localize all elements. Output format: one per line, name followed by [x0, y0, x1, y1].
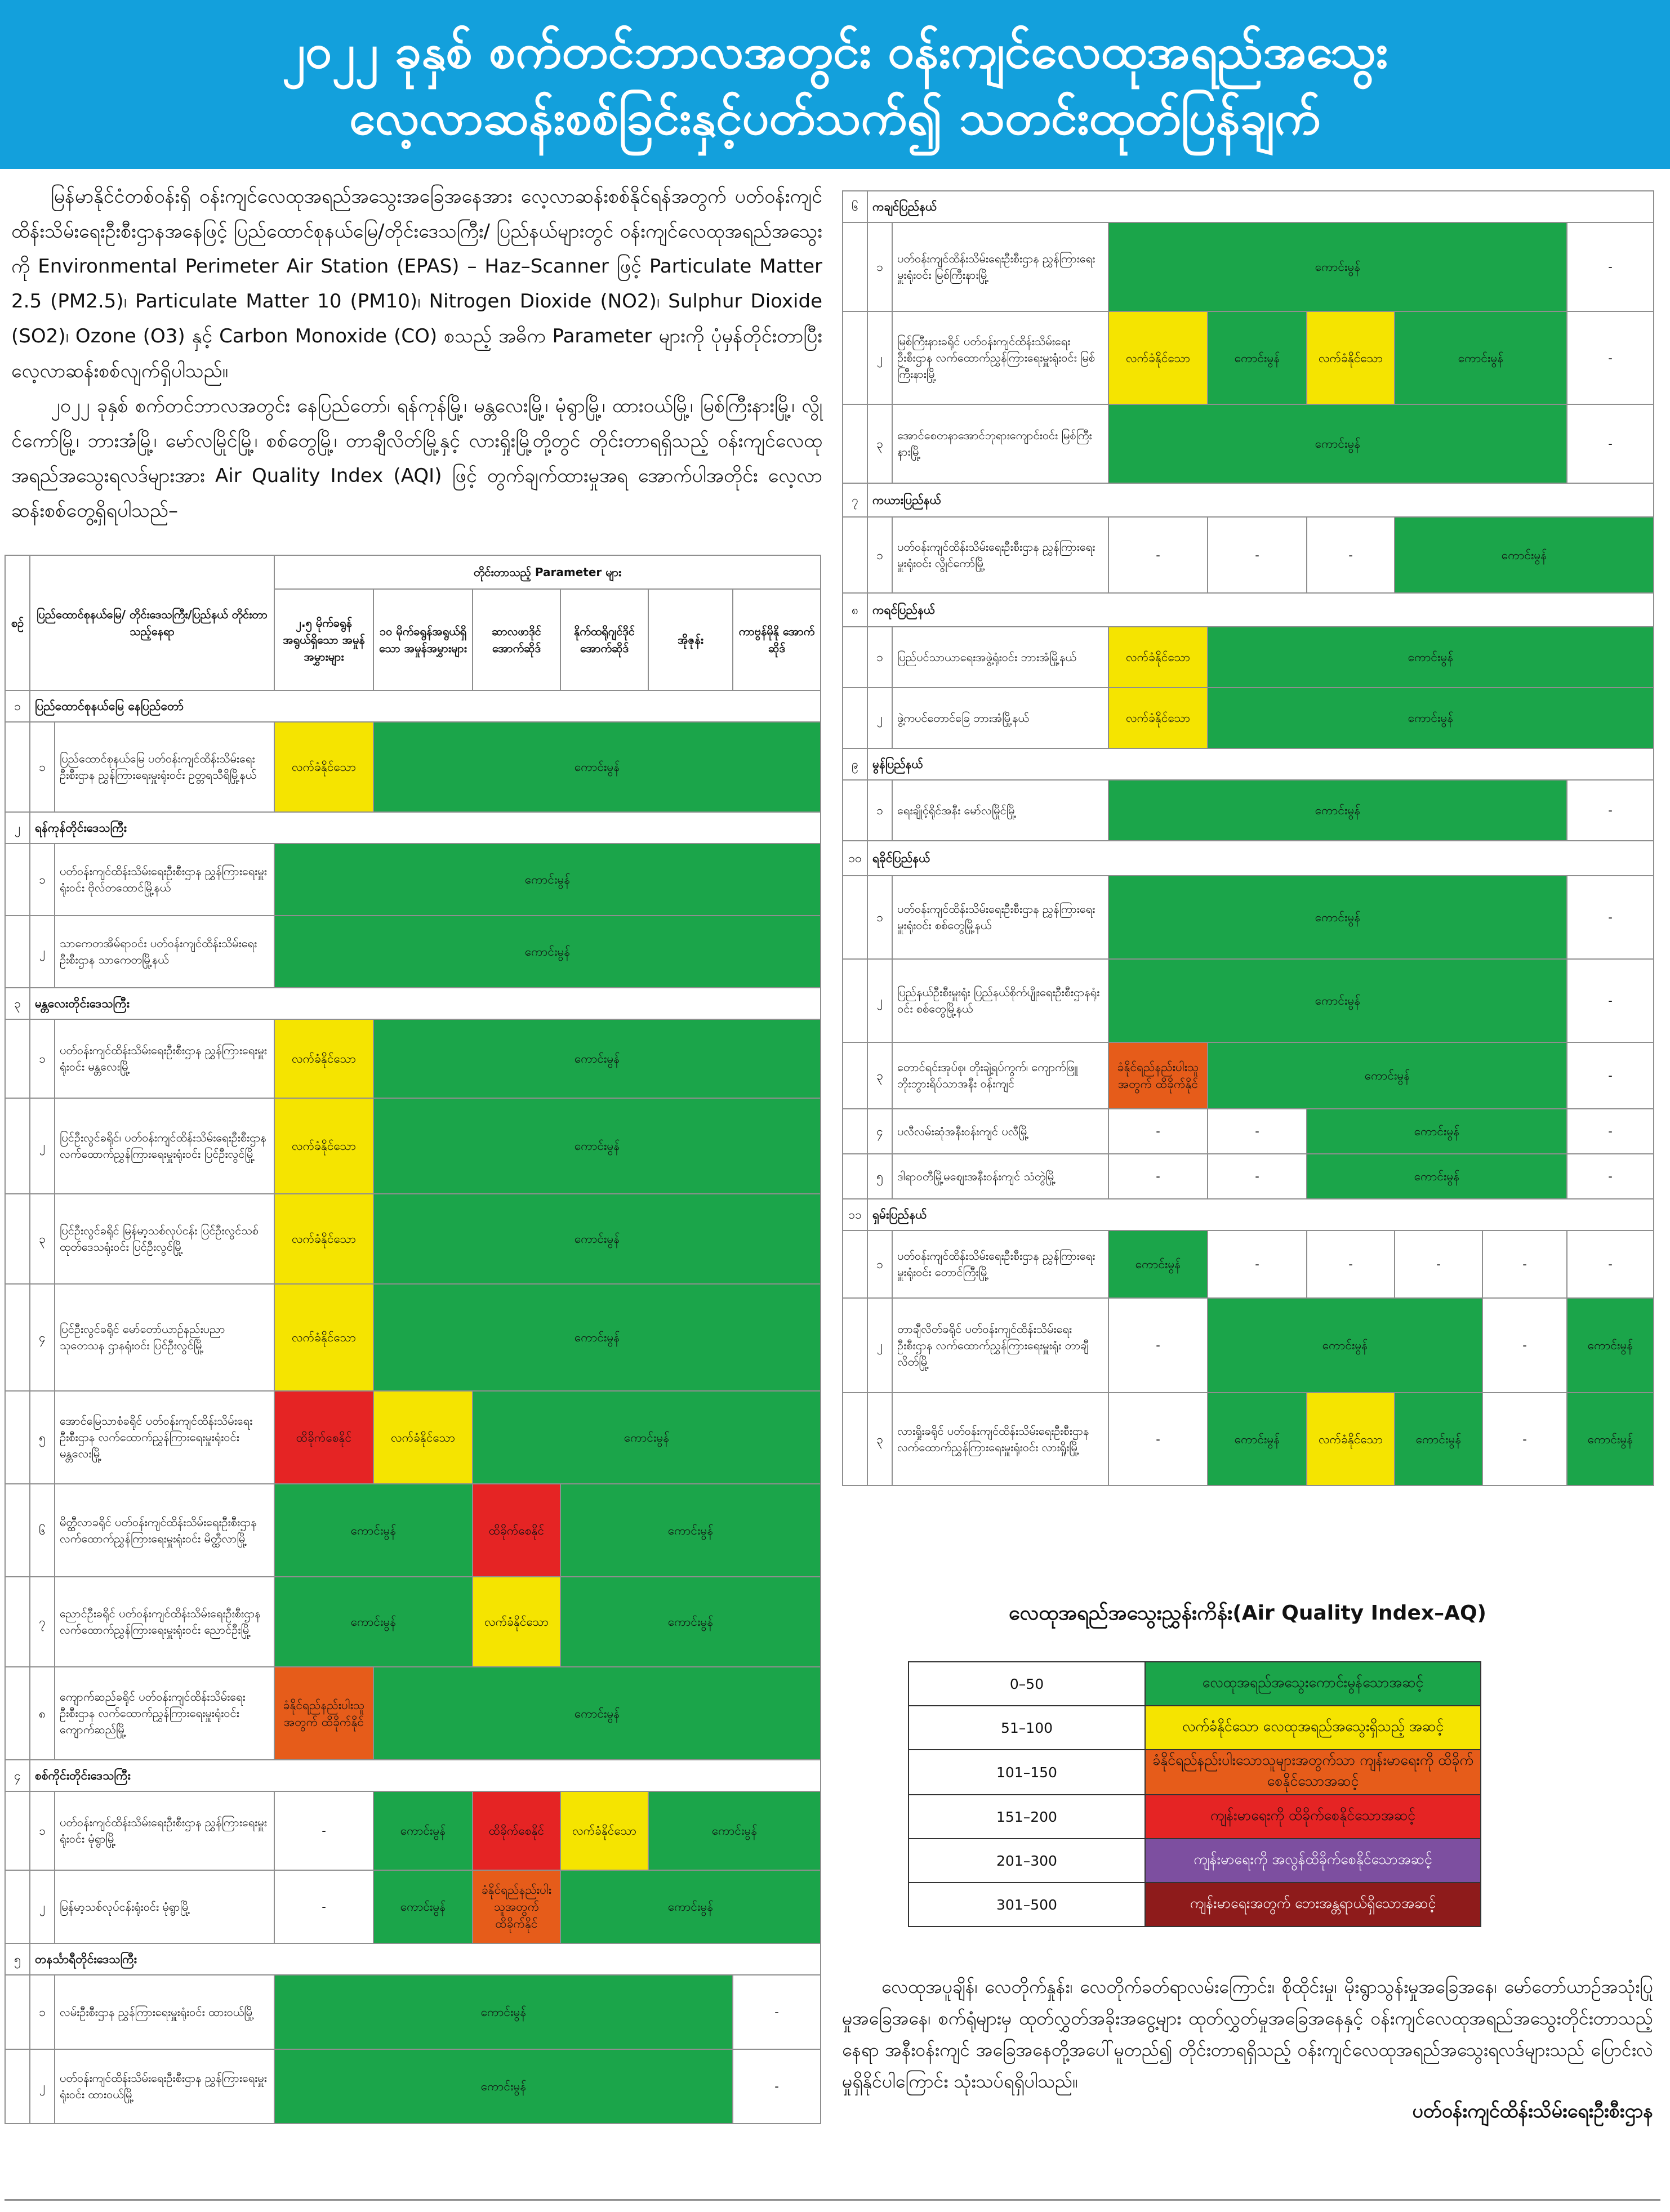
- region-row: [5, 812, 821, 844]
- aqi-cell: လက်ခံနိုင်သော: [1307, 311, 1395, 404]
- aqi-cell: ကောင်းမွန်: [1108, 404, 1567, 483]
- table-row: [5, 1391, 821, 1484]
- station-location: ပြင်ဦးလွင်ခရိုင် မော်တော်ယာဉ်နည်းပညာသုတေသန ဌာနရုံးဝင်း ပြင်ဦးလွင်မြို့: [55, 1284, 274, 1391]
- aqi-cell: -: [1108, 1109, 1208, 1154]
- row-number: ၃: [30, 1194, 55, 1284]
- row-number: ၁: [30, 722, 55, 812]
- region-row: [5, 1943, 821, 1975]
- intro-paragraph-1: မြန်မာနိုင်ငံတစ်ဝန်းရှိ ဝန်းကျင်လေထုအရည်အသွေးအခြေအနေအား လေ့လာဆန်းစစ်နိုင်ရန်အတွက် ပတ်ဝန်းကျင်ထိန်းသိမ်းရေးဦးစီးဌာနအနေဖြင့် ပြည်ထောင်စုနယ်မြေ/တိုင်းဒေသကြီး/ ပြည်နယ်များတွင် ဝန်းကျင်လေထုအရည်အသွေးကို Environmental Perimeter Air Station (EPAS) – Haz–Scanner ဖြင့် Particulate Matter 2.5 (PM2.5)၊ Particulate Matter 10 (PM10)၊ Nitrogen Dioxide (NO2)၊ Sulphur Dioxide (SO2)၊ Ozone (O3) နှင့် Carbon Monoxide (CO) စသည့် အဓိက Parameter များကို ပုံမှန်တိုင်းတာပြီး လေ့လာဆန်းစစ်လျက်ရှိပါသည်။: [11, 185, 822, 382]
- aqi-cell: ကောင်းမွန်: [373, 1019, 821, 1098]
- aqi-cell: ကောင်းမွန်: [1108, 780, 1567, 841]
- aqi-cell: ကောင်းမွန်: [274, 1975, 733, 2049]
- region-name: စစ်ကိုင်းတိုင်းဒေသကြီး: [30, 1760, 821, 1791]
- legend-row: [909, 1883, 1481, 1926]
- table-row: [843, 517, 1654, 593]
- row-number: ၄: [30, 1284, 55, 1391]
- aqi-cell: -: [1307, 517, 1395, 593]
- header-parameters: တိုင်းတာသည့် Parameter များ: [274, 555, 821, 589]
- station-location: ပြင်ဦးလွင်ခရိုင်၊ ပတ်ဝန်းကျင်ထိန်းသိမ်းရေးဦးစီးဌာန လက်ထောက်ညွှန်ကြားရေးမှူးရုံးဝင်း ပြင်ဦးလွင်မြို့: [55, 1098, 274, 1194]
- row-number: ၁: [867, 1230, 892, 1298]
- aqi-cell: ကောင်းမွန်: [1567, 1393, 1654, 1486]
- region-row: [843, 1199, 1654, 1230]
- header-o3: အိုဇုန်း: [648, 589, 733, 690]
- table-row: [5, 844, 821, 916]
- aqi-cell: -: [1567, 1154, 1654, 1199]
- aqi-cell: လက်ခံနိုင်သော: [274, 1019, 373, 1098]
- header-serial: စဉ်: [5, 555, 30, 690]
- title-line-2: လေ့လာဆန်းစစ်ခြင်းနှင့်ပတ်သက်၍ သတင်းထုတ်ပြန်ချက်: [349, 90, 1321, 145]
- aqi-cell: ကောင်းမွန်: [1395, 517, 1654, 593]
- table-row: [843, 780, 1654, 841]
- row-number: ၁: [867, 876, 892, 959]
- header-location: ပြည်ထောင်စုနယ်မြေ/ တိုင်းဒေသကြီး/ပြည်နယ် တိုင်းတာသည့်နေရာ: [30, 555, 274, 690]
- table-row: [843, 1298, 1654, 1393]
- aqi-cell: လက်ခံနိုင်သော: [473, 1577, 560, 1667]
- row-number: ၅: [30, 1391, 55, 1484]
- aqi-cell: -: [1208, 1109, 1307, 1154]
- aqi-cell: လက်ခံနိုင်သော: [274, 1284, 373, 1391]
- station-location: ပတ်ဝန်းကျင်ထိန်းသိမ်းရေးဦးစီးဌာန ညွှန်ကြားရေးမှူးရုံးဝင်း မုံရွာမြို့: [55, 1791, 274, 1870]
- table-row: [5, 1667, 821, 1760]
- aqi-cell: လက်ခံနိုင်သော: [274, 722, 373, 812]
- aqi-cell: -: [1395, 1230, 1482, 1298]
- aqi-cell: ခံနိုင်ရည်နည်းပါးသူအတွက် ထိခိုက်နိုင်: [1108, 1042, 1208, 1109]
- aqi-cell: ကောင်းမွန်: [560, 1870, 821, 1943]
- station-location: အောင်စေတနာအောင်ဘုရားကျောင်းဝင်း မြစ်ကြီးနားမြို့: [892, 404, 1108, 483]
- row-number: ၆: [30, 1484, 55, 1577]
- legend-title: လေထုအရည်အသွေးညွှန်းကိန်း(Air Quality Index–AQ): [1008, 1602, 1487, 1625]
- aqi-cell: -: [1567, 780, 1654, 841]
- aqi-legend: [908, 1661, 1481, 1927]
- row-number: ၁: [30, 1791, 55, 1870]
- aqi-cell: လက်ခံနိုင်သော: [1108, 311, 1208, 404]
- aqi-cell: ကောင်းမွန်: [373, 1870, 473, 1943]
- table-row: [843, 222, 1654, 311]
- legend-row: [909, 1750, 1481, 1795]
- row-number: ၁: [867, 517, 892, 593]
- aqi-cell: ကောင်းမွန်: [1108, 222, 1567, 311]
- station-location: ပြင်ဦးလွင်ခရိုင် မြန်မာ့သစ်လုပ်ငန်း ပြင်ဦးလွင်သစ်ထုတ်ဒေသရုံးဝင်း ပြင်ဦးလွင်မြို့: [55, 1194, 274, 1284]
- station-location: ညောင်ဦးခရိုင် ပတ်ဝန်းကျင်ထိန်းသိမ်းရေးဦးစီးဌာန လက်ထောက်ညွှန်ကြားရေးမှူးရုံးဝင်း ညောင်ဦးမြို့: [55, 1577, 274, 1667]
- aqi-cell: ကောင်းမွန်: [1395, 1393, 1482, 1486]
- row-number: ၂: [867, 959, 892, 1042]
- legend-range: 51–100: [909, 1706, 1145, 1750]
- aqi-cell: -: [1108, 517, 1208, 593]
- aqi-cell: လက်ခံနိုင်သော: [560, 1791, 648, 1870]
- aqi-cell: -: [1567, 876, 1654, 959]
- aqi-cell: ကောင်းမွန်: [373, 1194, 821, 1284]
- row-number: ၇: [30, 1577, 55, 1667]
- legend-label: ကျန်းမာရေးကို ထိခိုက်စေနိုင်သောအဆင့်: [1145, 1795, 1481, 1839]
- region-name: ကချင်ပြည်နယ်: [867, 191, 1654, 222]
- station-location: တာချီလိတ်ခရိုင် ပတ်ဝန်းကျင်ထိန်းသိမ်းရေးဦးစီးဌာန လက်ထောက်ညွှန်ကြားရေးမှူးရုံး တာချီလိတ်မြို့: [892, 1298, 1108, 1393]
- station-location: ဒါရာဝတီမြို့မစျေးအနီးဝန်းကျင် သံတွဲမြို့: [892, 1154, 1108, 1199]
- aqi-cell: ကောင်းမွန်: [473, 1391, 821, 1484]
- aqi-cell: ထိခိုက်စေနိုင်: [473, 1484, 560, 1577]
- aqi-cell: -: [1567, 311, 1654, 404]
- row-number: ၂: [867, 311, 892, 404]
- region-name: မန္တလေးတိုင်းဒေသကြီး: [30, 988, 821, 1019]
- row-number: ၈: [30, 1667, 55, 1760]
- table-row: [5, 2049, 821, 2124]
- region-number: ၂: [5, 812, 30, 844]
- row-number: ၁: [30, 1019, 55, 1098]
- aqi-cell: -: [274, 1791, 373, 1870]
- aqi-cell: ကောင်းမွန်: [1395, 311, 1567, 404]
- aqi-table-left: [5, 555, 821, 2124]
- aqi-cell: ကောင်းမွန်: [1208, 1042, 1567, 1109]
- title-banner: [0, 0, 1670, 169]
- table-row: [843, 311, 1654, 404]
- aqi-cell: -: [1208, 1230, 1307, 1298]
- region-number: ၇: [843, 483, 867, 517]
- row-number: ၂: [30, 1098, 55, 1194]
- legend-label: လက်ခံနိုင်သော လေထုအရည်အသွေးရှိသည့် အဆင့်: [1145, 1706, 1481, 1750]
- region-row: [5, 1760, 821, 1791]
- station-location: မြန်မာ့သစ်လုပ်ငန်းရုံးဝင်း မုံရွာမြို့: [55, 1870, 274, 1943]
- station-location: ပတ်ဝန်းကျင်ထိန်းသိမ်းရေးဦးစီးဌာန ညွှန်ကြားရေးမှူးရုံးဝင်း တောင်ကြီးမြို့: [892, 1230, 1108, 1298]
- table-row: [843, 627, 1654, 688]
- station-location: ပတ်ဝန်းကျင်ထိန်းသိမ်းရေးဦးစီးဌာန ညွှန်ကြားရေးမှူးရုံးဝင်း မြစ်ကြီးနားမြို့: [892, 222, 1108, 311]
- legend-range: 151–200: [909, 1795, 1145, 1839]
- table-row: [843, 876, 1654, 959]
- aqi-cell: ထိခိုက်စေနိုင်: [473, 1791, 560, 1870]
- table-row: [5, 1577, 821, 1667]
- station-location: သာကေတအိမ်ရာဝင်း ပတ်ဝန်းကျင်ထိန်းသိမ်းရေးဦးစီးဌာန သာကေတမြို့နယ်: [55, 916, 274, 988]
- row-number: ၂: [867, 688, 892, 748]
- station-location: ဖွဲ့ကပင်တောင်ခြေ ဘားအံမြို့နယ်: [892, 688, 1108, 748]
- aqi-cell: -: [1108, 1298, 1208, 1393]
- region-row: [843, 191, 1654, 222]
- header-co: ကာဗွန်မိုနို အောက်ဆိုဒ်: [733, 589, 821, 690]
- header-pm10: ၁၀ မိုက်ခရွန်အရွယ်ရှိသော အမှုန်အမွှားများ: [373, 589, 473, 690]
- station-location: ပြည်နယ်ဦးစီးမှူးရုံး ပြည်နယ်စိုက်ပျိုးရေးဦးစီးဌာနရုံးဝင်း စစ်တွေမြို့နယ်: [892, 959, 1108, 1042]
- region-number: ၆: [843, 191, 867, 222]
- legend-label: လေထုအရည်အသွေးကောင်းမွန်သောအဆင့်: [1145, 1662, 1481, 1706]
- aqi-cell: -: [1567, 1230, 1654, 1298]
- table-row: [843, 1154, 1654, 1199]
- aqi-cell: ကောင်းမွန်: [1567, 1298, 1654, 1393]
- region-number: ၃: [5, 988, 30, 1019]
- aqi-cell: -: [1307, 1230, 1395, 1298]
- station-location: ပတ်ဝန်းကျင်ထိန်းသိမ်းရေးဦးစီးဌာန ညွှန်ကြားရေးမှူးရုံးဝင်း စစ်တွေမြို့နယ်: [892, 876, 1108, 959]
- aqi-cell: ကောင်းမွန်: [274, 844, 821, 916]
- aqi-cell: -: [1108, 1154, 1208, 1199]
- region-name: ပြည်ထောင်စုနယ်မြေ နေပြည်တော်: [30, 690, 821, 722]
- legend-range: 301–500: [909, 1883, 1145, 1926]
- aqi-cell: ကောင်းမွန်: [1108, 1230, 1208, 1298]
- table-row: [5, 722, 821, 812]
- aqi-cell: ကောင်းမွန်: [1208, 1298, 1482, 1393]
- region-number: ၉: [843, 748, 867, 780]
- aqi-cell: -: [1208, 1154, 1307, 1199]
- divider: [5, 2199, 1660, 2201]
- aqi-cell: -: [1208, 517, 1307, 593]
- station-location: ပြည်ပင်သာယာရေးအဖွဲ့ရုံးဝင်း ဘားအံမြို့နယ်: [892, 627, 1108, 688]
- station-location: တောင်ရင်းအုပ်စု၊ တိုးချဲ့ရပ်ကွက်၊ ကျောက်ဖြူဘိုးဘွားရိပ်သာအနီး ဝန်းကျင်: [892, 1042, 1108, 1109]
- legend-row: [909, 1706, 1481, 1750]
- aqi-cell: လက်ခံနိုင်သော: [274, 1098, 373, 1194]
- aqi-cell: လက်ခံနိုင်သော: [1307, 1393, 1395, 1486]
- aqi-cell: -: [274, 1870, 373, 1943]
- table-row: [843, 1230, 1654, 1298]
- station-location: ကျောက်ဆည်ခရိုင် ပတ်ဝန်းကျင်ထိန်းသိမ်းရေးဦးစီးဌာန လက်ထောက်ညွှန်ကြားရေးမှူးရုံးဝင်း ကျောက်ဆည်မြို့: [55, 1667, 274, 1760]
- aqi-cell: ကောင်းမွန်: [373, 1791, 473, 1870]
- intro-paragraph-2: ၂၀၂၂ ခုနှစ် စက်တင်ဘာလအတွင်း နေပြည်တော်၊ ရန်ကုန်မြို့၊ မန္တလေးမြို့၊ မုံရွာမြို့၊ ထားဝယ်မြို့၊ မြစ်ကြီးနားမြို့၊ လွိုင်ကော်မြို့၊ ဘားအံမြို့၊ မော်လမြိုင်မြို့၊ စစ်တွေမြို့၊ တာချီလိတ်မြို့နှင့် လားရှိုးမြို့တို့တွင် တိုင်းတာရရှိသည့် ဝန်းကျင်လေထုအရည်အသွေးရလဒ်များအား Air Quality Index (AQI) ဖြင့် တွက်ချက်ထားမှုအရ အောက်ပါအတိုင်း လေ့လာဆန်းစစ်တွေ့ရှိရပါသည်–: [11, 395, 822, 522]
- aqi-cell: ကောင်းမွန်: [1108, 959, 1567, 1042]
- aqi-cell: ကောင်းမွန်: [1208, 627, 1654, 688]
- aqi-cell: -: [1567, 1042, 1654, 1109]
- row-number: ၂: [30, 1870, 55, 1943]
- aqi-cell: ကောင်းမွန်: [1307, 1154, 1567, 1199]
- table-row: [5, 1284, 821, 1391]
- row-number: ၂: [867, 1298, 892, 1393]
- aqi-cell: -: [1567, 959, 1654, 1042]
- legend-range: 0–50: [909, 1662, 1145, 1706]
- row-number: ၃: [867, 404, 892, 483]
- aqi-cell: -: [1108, 1393, 1208, 1486]
- aqi-cell: ကောင်းမွန်: [1208, 688, 1654, 748]
- aqi-cell: -: [1482, 1298, 1567, 1393]
- table-row: [5, 1791, 821, 1870]
- legend-row: [909, 1795, 1481, 1839]
- station-location: လမ်းဦးစီးဌာန ညွှန်ကြားရေးမှူးရုံးဝင်း ထားဝယ်မြို့: [55, 1975, 274, 2049]
- table-row: [843, 959, 1654, 1042]
- region-row: [843, 593, 1654, 627]
- legend-range: 201–300: [909, 1839, 1145, 1883]
- table-row: [843, 1393, 1654, 1486]
- row-number: ၁: [30, 844, 55, 916]
- aqi-cell: ကောင်းမွန်: [1208, 1393, 1307, 1486]
- row-number: ၃: [867, 1042, 892, 1109]
- station-location: မြစ်ကြီးနားခရိုင် ပတ်ဝန်းကျင်ထိန်းသိမ်းရေးဦးစီးဌာန လက်ထောက်ညွှန်ကြားရေးမှူးရုံးဝင်း မြစ်ကြီးနားမြို့: [892, 311, 1108, 404]
- aqi-cell: ကောင်းမွန်: [648, 1791, 821, 1870]
- station-location: ပတ်ဝန်းကျင်ထိန်းသိမ်းရေးဦးစီးဌာန ညွှန်ကြားရေးမှူးရုံးဝင်း မန္တလေးမြို့: [55, 1019, 274, 1098]
- aqi-cell: ကောင်းမွန်: [373, 1284, 821, 1391]
- aqi-cell: -: [733, 2049, 821, 2124]
- legend-label: ကျန်းမာရေးကို အလွန်ထိခိုက်စေနိုင်သောအဆင့်: [1145, 1839, 1481, 1883]
- region-row: [843, 841, 1654, 876]
- row-number: ၁: [867, 780, 892, 841]
- station-location: ပတ်ဝန်းကျင်ထိန်းသိမ်းရေးဦးစီးဌာန ညွှန်ကြားရေးမှူးရုံးဝင်း ထားဝယ်မြို့: [55, 2049, 274, 2124]
- aqi-cell: ခံနိုင်ရည်နည်းပါးသူအတွက် ထိခိုက်နိုင်: [274, 1667, 373, 1760]
- table-row: [5, 1870, 821, 1943]
- region-row: [5, 988, 821, 1019]
- station-location: ပလီလမ်းဆုံအနီးဝန်းကျင် ပလီမြို့: [892, 1109, 1108, 1154]
- row-number: ၁: [30, 1975, 55, 2049]
- aqi-cell: -: [1567, 222, 1654, 311]
- row-number: ၁: [867, 627, 892, 688]
- region-number: ၁၀: [843, 841, 867, 876]
- region-number: ၈: [843, 593, 867, 627]
- row-number: ၃: [867, 1393, 892, 1486]
- footer-paragraph: လေထုအပူချိန်၊ လေတိုက်နှုန်း၊ လေတိုက်ခတ်ရာလမ်းကြောင်း၊ စိုထိုင်းမှု၊ မိုးရွာသွန်းမှုအခြေအနေ၊ မော်တော်ယာဉ်အသုံးပြုမှုအခြေအနေ၊ စက်ရုံများမှ ထုတ်လွှတ်အခိုးအငွေ့များ ထုတ်လွှတ်မှုအခြေအနေနှင့် ဝန်းကျင်လေထုအရည်အသွေးတိုင်းတာသည့်နေရာ အနီးဝန်းကျင် အခြေအနေတို့အပေါ်မူတည်၍ တိုင်းတာရရှိသည့် ဝန်းကျင်လေထုအရည်အသွေးရလဒ်များသည် ပြောင်းလဲမှုရှိနိုင်ပါကြောင်း သုံးသပ်ရရှိပါသည်။: [842, 1976, 1653, 2092]
- station-location: ပတ်ဝန်းကျင်ထိန်းသိမ်းရေးဦးစီးဌာန ညွှန်ကြားရေးမှူးရုံးဝင်း လွိုင်ကော်မြို့: [892, 517, 1108, 593]
- legend-row: [909, 1662, 1481, 1706]
- issuing-department: ပတ်ဝန်းကျင်ထိန်းသိမ်းရေးဦးစီးဌာန: [1412, 2100, 1653, 2122]
- table-row: [843, 688, 1654, 748]
- station-location: ပြည်ထောင်စုနယ်မြေ ပတ်ဝန်းကျင်ထိန်းသိမ်းရေးဦးစီးဌာန ညွှန်ကြားရေးမှူးရုံးဝင်း ဥတ္တရသီရိမြို့နယ်: [55, 722, 274, 812]
- header-no2: နိုက်ထရိုဂျင်ဒိုင် အောက်ဆိုဒ်: [560, 589, 648, 690]
- legend-range: 101–150: [909, 1750, 1145, 1795]
- title-line-1: ၂၀၂၂ ခုနှစ် စက်တင်ဘာလအတွင်း ဝန်းကျင်လေထုအရည်အသွေး: [282, 24, 1388, 79]
- intro-text: [11, 179, 822, 528]
- region-number: ၄: [5, 1760, 30, 1791]
- region-name: ရန်ကုန်တိုင်းဒေသကြီး: [30, 812, 821, 844]
- aqi-cell: လက်ခံနိုင်သော: [1108, 627, 1208, 688]
- aqi-cell: ကောင်းမွန်: [274, 1577, 473, 1667]
- aqi-cell: ကောင်းမွန်: [373, 1667, 821, 1760]
- region-name: ကရင်ပြည်နယ်: [867, 593, 1654, 627]
- aqi-cell: လက်ခံနိုင်သော: [1108, 688, 1208, 748]
- region-row: [843, 483, 1654, 517]
- region-name: မွန်ပြည်နယ်: [867, 748, 1654, 780]
- table-row: [5, 1098, 821, 1194]
- table-row: [843, 1109, 1654, 1154]
- aqi-table-right: [842, 190, 1654, 1486]
- aqi-cell: ကောင်းမွန်: [274, 916, 821, 988]
- aqi-cell: ကောင်းမွန်: [1307, 1109, 1567, 1154]
- station-location: ရေးချိုင့်ရိုင်အနီး မော်လမြိုင်မြို့: [892, 780, 1108, 841]
- station-location: ပတ်ဝန်းကျင်ထိန်းသိမ်းရေးဦးစီးဌာန ညွှန်ကြားရေးမှူးရုံးဝင်း ဗိုလ်တထောင်မြို့နယ်: [55, 844, 274, 916]
- region-name: ရခိုင်ပြည်နယ်: [867, 841, 1654, 876]
- region-row: [5, 690, 821, 722]
- aqi-cell: ကောင်းမွန်: [560, 1577, 821, 1667]
- station-location: လားရှိုးခရိုင် ပတ်ဝန်းကျင်ထိန်းသိမ်းရေးဦးစီးဌာန လက်ထောက်ညွှန်ကြားရေးမှူးရုံးဝင်း လားရှိုးမြို့: [892, 1393, 1108, 1486]
- table-row: [5, 1484, 821, 1577]
- aqi-cell: -: [1567, 1109, 1654, 1154]
- row-number: ၂: [30, 2049, 55, 2124]
- station-location: အောင်မြေသာစံခရိုင် ပတ်ဝန်းကျင်ထိန်းသိမ်းရေးဦးစီးဌာန လက်ထောက်ညွှန်ကြားရေးမှူးရုံးဝင်း မန္တလေးမြို့: [55, 1391, 274, 1484]
- region-number: ၁: [5, 690, 30, 722]
- aqi-cell: လက်ခံနိုင်သော: [373, 1391, 473, 1484]
- region-number: ၁၁: [843, 1199, 867, 1230]
- row-number: ၄: [867, 1109, 892, 1154]
- aqi-cell: ခံနိုင်ရည်နည်းပါးသူအတွက် ထိခိုက်နိုင်: [473, 1870, 560, 1943]
- row-number: ၂: [30, 916, 55, 988]
- region-name: ရှမ်းပြည်နယ်: [867, 1199, 1654, 1230]
- aqi-cell: ကောင်းမွန်: [560, 1484, 821, 1577]
- header-so2: ဆာလဖာဒိုင် အောက်ဆိုဒ်: [473, 589, 560, 690]
- footer-note: [842, 1971, 1653, 2097]
- table-row: [843, 404, 1654, 483]
- region-row: [843, 748, 1654, 780]
- region-name: တနင်္သာရီတိုင်းဒေသကြီး: [30, 1943, 821, 1975]
- row-number: ၁: [867, 222, 892, 311]
- station-location: မိတ္ထီလာခရိုင် ပတ်ဝန်းကျင်ထိန်းသိမ်းရေးဦးစီးဌာန လက်ထောက်ညွှန်ကြားရေးမှူးရုံးဝင်း မိတ္ထီလာမြို့: [55, 1484, 274, 1577]
- aqi-cell: -: [1567, 404, 1654, 483]
- region-name: ကယားပြည်နယ်: [867, 483, 1654, 517]
- legend-row: [909, 1839, 1481, 1883]
- aqi-cell: လက်ခံနိုင်သော: [274, 1194, 373, 1284]
- table-row: [5, 1975, 821, 2049]
- aqi-cell: -: [733, 1975, 821, 2049]
- row-number: ၅: [867, 1154, 892, 1199]
- aqi-cell: ကောင်းမွန်: [274, 2049, 733, 2124]
- region-number: ၅: [5, 1943, 30, 1975]
- aqi-cell: -: [1482, 1393, 1567, 1486]
- aqi-cell: ကောင်းမွန်: [373, 1098, 821, 1194]
- aqi-cell: ကောင်းမွန်: [1108, 876, 1567, 959]
- table-row: [843, 1042, 1654, 1109]
- table-row: [5, 1194, 821, 1284]
- legend-label: ခံနိုင်ရည်နည်းပါးသောသူများအတွက်သာ ကျန်းမာရေးကို ထိခိုက်စေနိုင်သောအဆင့်: [1145, 1750, 1481, 1795]
- table-row: [5, 916, 821, 988]
- aqi-cell: ကောင်းမွန်: [274, 1484, 473, 1577]
- legend-label: ကျန်းမာရေးအတွက် ဘေးအန္တရာယ်ရှိသောအဆင့်: [1145, 1883, 1481, 1926]
- aqi-cell: ထိခိုက်စေနိုင်: [274, 1391, 373, 1484]
- header-pm25: ၂.၅ မိုက်ခရွန်အရွယ်ရှိသော အမှုန်အမွှားများ: [274, 589, 373, 690]
- aqi-cell: -: [1482, 1230, 1567, 1298]
- aqi-cell: ကောင်းမွန်: [1208, 311, 1307, 404]
- table-row: [5, 1019, 821, 1098]
- aqi-cell: ကောင်းမွန်: [373, 722, 821, 812]
